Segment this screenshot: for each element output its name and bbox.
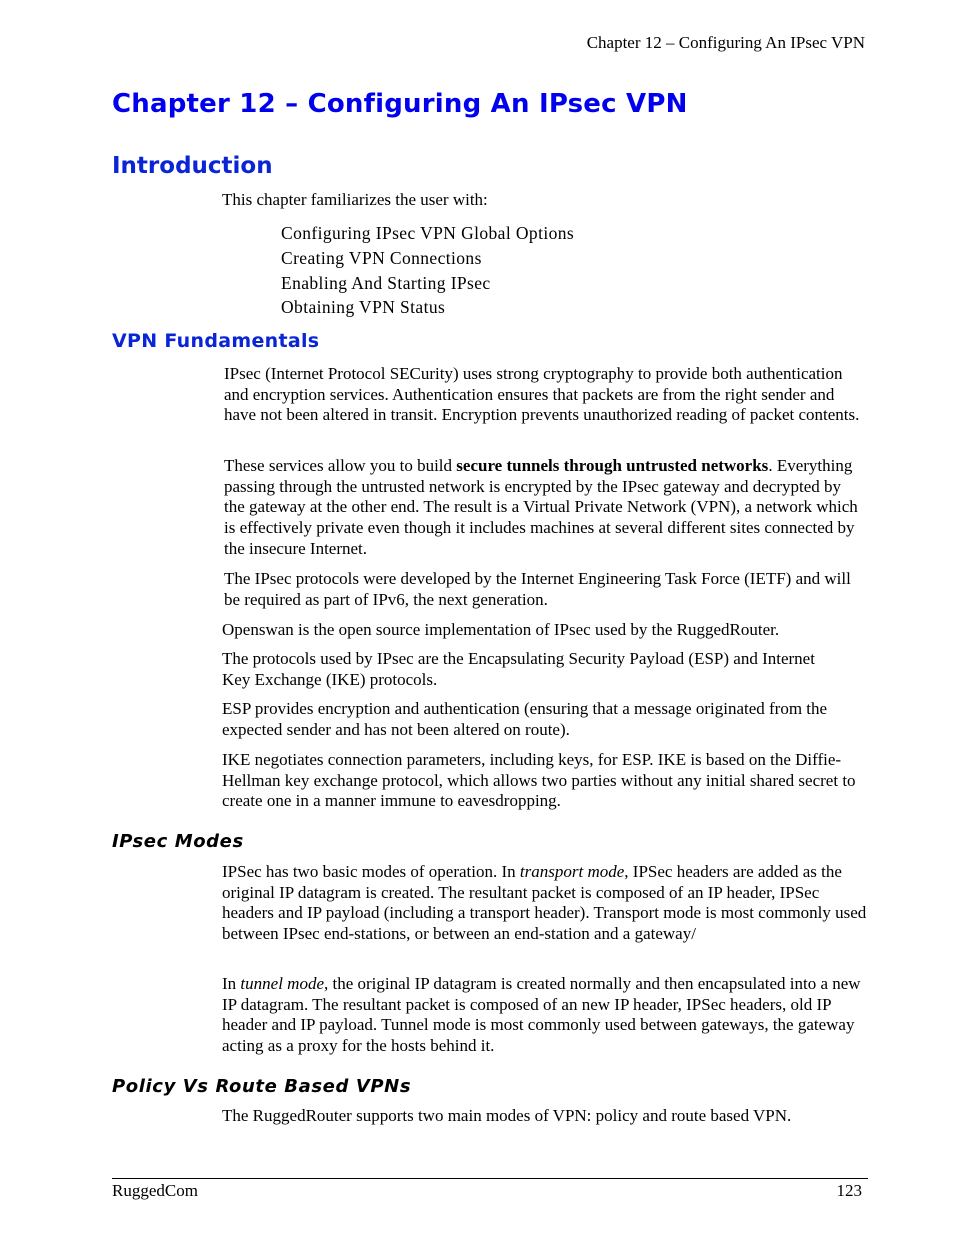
ipsec-modes-heading: IPsec Modes: [112, 831, 244, 852]
footer-divider: [112, 1178, 868, 1179]
vpn-fundamentals-heading: VPN Fundamentals: [112, 330, 320, 352]
modes-paragraph: [222, 974, 862, 1057]
emphasis-text: tunnel mode: [240, 974, 324, 993]
fundamentals-paragraph: Openswan is the open source implementation of IPsec used by the RuggedRouter.: [222, 620, 780, 639]
emphasis-text: transport mode: [519, 862, 625, 881]
running-header: Chapter 12 – Configuring An IPsec VPN: [586, 33, 865, 52]
paragraph-text: These services allow you to build: [224, 456, 457, 475]
topic-item: Configuring IPsec VPN Global Options: [281, 223, 575, 243]
paragraph-text: , IPSec headers are added as the original IP datagram is created. The resultant packet is composed of an IP header, IPSec headers and IP payload (including a transport header). Transport mode is most commonly used between IPsec end-stations, or between an end-station and a gateway/: [222, 862, 867, 944]
policy-route-paragraph: The RuggedRouter supports two main modes of VPN: policy and route based VPN.: [222, 1106, 792, 1125]
fundamentals-paragraph: The IPsec protocols were developed by the Internet Engineering Task Force (IETF) and will be required as part of IPv6, the next generation.: [224, 569, 851, 609]
topic-list: [281, 221, 574, 320]
topic-item: Obtaining VPN Status: [281, 297, 446, 318]
topic-item: Enabling And Starting IPsec: [281, 272, 491, 293]
paragraph-text: In: [222, 974, 241, 993]
introduction-heading: Introduction: [112, 153, 273, 179]
page-number: 123: [836, 1181, 862, 1200]
fundamentals-paragraph: ESP provides encryption and authentication (ensuring that a message originated from the expected sender and has not been altered on route).: [222, 699, 828, 739]
chapter-title: Chapter 12 – Configuring An IPsec VPN: [112, 89, 688, 119]
paragraph-text: , the original IP datagram is created normally and then encapsulated into a new IP datagram. The resultant packet is composed of an new IP header, IPSec headers, old IP header and IP payload. Tunnel mode is most commonly used between gateways, the gateway acting as a proxy for the hosts behind it.: [222, 974, 861, 1056]
fundamentals-paragraph: [224, 456, 864, 560]
fundamentals-paragraph: IPsec (Internet Protocol SECurity) uses strong cryptography to provide both authentication and encryption services. Authentication ensures that packets are from the right sender and have not been altered in transit. Encryption prevents unauthorized reading of packet contents.: [224, 364, 860, 425]
emphasis-text: secure tunnels through untrusted networks: [456, 456, 769, 475]
footer-company: RuggedCom: [112, 1181, 198, 1200]
topic-item: Creating VPN Connections: [281, 247, 482, 268]
paragraph-text: . Everything passing through the untrusted network is encrypted by the IPsec gateway and decrypted by the gateway at the other end. The result is a Virtual Private Network (VPN), a network which is effectively private even though it includes machines at several different sites connected by the insecure Internet.: [224, 456, 858, 558]
policy-route-heading: Policy Vs Route Based VPNs: [112, 1076, 412, 1097]
fundamentals-paragraph: The protocols used by IPsec are the Encapsulating Security Payload (ESP) and Internet Key Exchange (IKE) protocols.: [222, 649, 815, 689]
fundamentals-paragraph: IKE negotiates connection parameters, including keys, for ESP. IKE is based on the Diffie-Hellman key exchange protocol, which allows two parties without any initial shared secret to create one in a manner immune to eavesdropping.: [222, 750, 856, 811]
paragraph-text: IPSec has two basic modes of operation. In: [222, 862, 520, 881]
modes-paragraph: [222, 862, 868, 945]
introduction-lead: This chapter familiarizes the user with:: [222, 190, 488, 209]
